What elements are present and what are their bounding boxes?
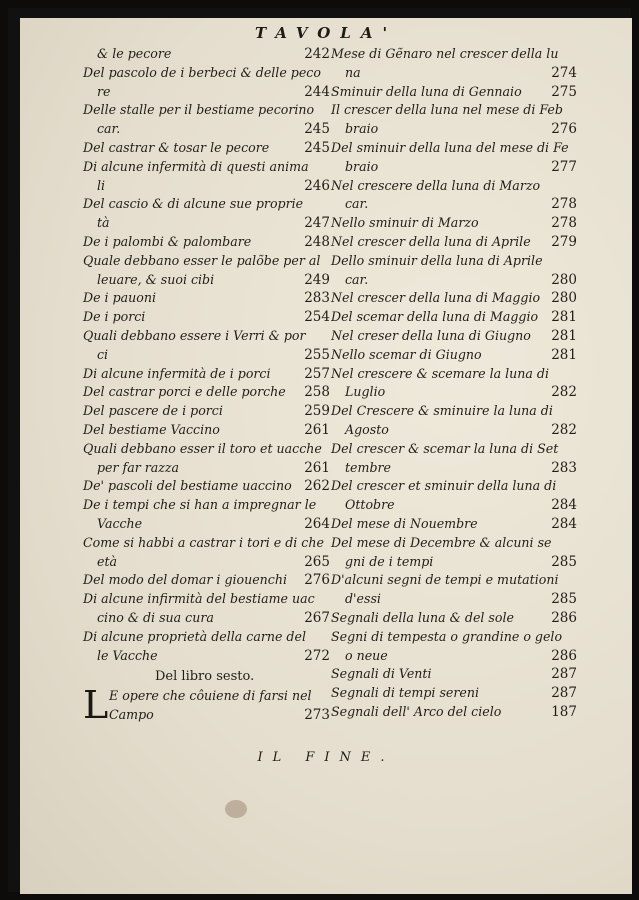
entry-title: d'essi <box>345 591 381 607</box>
entry-title: Di alcune infirmità del bestiame uac <box>83 591 315 607</box>
page-header: TAVOLA' <box>254 24 398 42</box>
page-number: 282 <box>551 384 577 401</box>
index-entry <box>83 383 330 402</box>
entry-title: leuare, & suoi cibi <box>97 271 215 287</box>
entry-title: Del bestiame Vaccino <box>83 421 220 437</box>
book-page <box>20 18 632 894</box>
index-entry <box>83 459 330 478</box>
entry-title: Di alcune infermità de i porci <box>83 365 271 381</box>
entry-title: Nel crescere & scemare la luna di <box>331 365 549 381</box>
page-number: 277 <box>551 158 577 175</box>
entry-title: Nel crescer della luna di Maggio <box>331 290 541 306</box>
page-number: 258 <box>304 384 330 401</box>
page-number: 254 <box>304 309 330 326</box>
entry-title: car. <box>97 121 121 137</box>
page-number: 255 <box>304 346 330 363</box>
entry-title: na <box>345 64 361 80</box>
page-number: 245 <box>304 121 330 138</box>
entry-title: Segni di tempesta o grandine o gelo <box>331 628 563 644</box>
index-entry <box>83 233 330 252</box>
page-number: 278 <box>551 215 577 232</box>
entry-title: Mese di Gẽnaro nel crescer della lu <box>331 46 559 61</box>
page-number: 286 <box>551 609 577 626</box>
index-entry <box>331 139 577 158</box>
entry-title: De i pauoni <box>83 290 156 306</box>
index-entry <box>331 590 577 609</box>
index-entry <box>83 440 330 459</box>
entry-title: De i palombi & palombare <box>83 233 252 249</box>
entry-title: Del pascere de i porci <box>83 403 223 419</box>
entry-title: Del crescer et sminuir della luna di <box>331 478 557 494</box>
page-number: 249 <box>304 271 330 288</box>
page-number: 261 <box>304 459 330 476</box>
page-number: 248 <box>304 233 330 250</box>
entry-title: Ottobre <box>345 497 395 513</box>
index-entry <box>331 684 577 703</box>
page-number: 280 <box>551 290 577 307</box>
page-number: 276 <box>551 121 577 138</box>
page-number: 276 <box>304 572 330 589</box>
index-entry <box>83 83 330 102</box>
index-entry <box>83 64 330 83</box>
entry-title: Del pascolo de i berbeci & delle peco <box>83 64 321 80</box>
entry-title: Del mese di Decembre & alcuni se <box>331 534 552 550</box>
entry-title: o neue <box>345 647 388 663</box>
page-number: 272 <box>304 647 330 664</box>
index-entry <box>331 647 577 666</box>
index-entry <box>331 365 577 384</box>
index-entry <box>331 271 577 290</box>
index-entry <box>83 571 330 590</box>
index-entry <box>331 346 577 365</box>
page-number: 280 <box>551 271 577 288</box>
page-number: 261 <box>304 421 330 438</box>
index-entry <box>331 609 577 628</box>
page-number: 287 <box>551 666 577 683</box>
entry-title: Segnali della luna & del sole <box>331 609 514 625</box>
index-entry <box>331 628 577 647</box>
index-entry <box>331 440 577 459</box>
index-entry <box>83 289 330 308</box>
page-number: 267 <box>304 609 330 626</box>
entry-title: per far razza <box>97 459 180 475</box>
dropcap-entry <box>83 683 330 728</box>
index-entry <box>83 308 330 327</box>
entry-title: Del cascio & di alcune sue proprie <box>83 196 304 212</box>
index-entry <box>83 214 330 233</box>
index-entry <box>83 609 330 628</box>
index-entry <box>331 252 577 271</box>
page-number: 275 <box>551 83 577 100</box>
index-entry <box>83 534 330 553</box>
entry-title: Campo <box>109 707 154 723</box>
index-entry <box>83 101 330 120</box>
entry-title: Come si habbi a castrar i tori e di che <box>83 534 324 550</box>
entry-title: età <box>97 553 118 569</box>
book-six-heading: Del libro sesto. <box>155 669 255 685</box>
index-entry <box>331 553 577 572</box>
entry-title: Sminuir della luna di Gennaio <box>331 83 522 99</box>
entry-title-continuation <box>109 706 330 725</box>
entry-title: Delle stalle per il bestiame pecorino <box>83 102 315 118</box>
index-entry <box>83 365 330 384</box>
entry-title: De' pascoli del bestiame uaccino <box>83 478 292 494</box>
index-entry <box>331 214 577 233</box>
entry-title: braio <box>345 121 379 137</box>
entry-title: Nello sminuir di Marzo <box>331 215 479 231</box>
index-entry <box>331 665 577 684</box>
page-number: 259 <box>304 403 330 420</box>
page-number: 278 <box>551 196 577 213</box>
entry-title: braio <box>345 158 379 174</box>
entry-title: li <box>97 177 106 193</box>
page-number: 282 <box>551 421 577 438</box>
index-entry <box>83 139 330 158</box>
page-number: 257 <box>304 365 330 382</box>
entry-title: car. <box>345 271 369 287</box>
entry-title: Nel creser della luna di Giugno <box>331 327 531 343</box>
page-number: 262 <box>304 478 330 495</box>
page-number: 242 <box>304 46 330 62</box>
entry-title: Dello sminuir della luna di Aprile <box>331 252 543 268</box>
page-number: 245 <box>304 139 330 156</box>
entry-title: E opere che côuiene di farsi nel <box>109 688 312 704</box>
page-number: 285 <box>551 591 577 608</box>
page-number: 285 <box>551 553 577 570</box>
page-number: 273 <box>304 707 330 724</box>
page-number: 287 <box>551 685 577 702</box>
index-entry <box>83 346 330 365</box>
paper-stain <box>225 800 247 818</box>
index-entry <box>331 64 577 83</box>
page-number: 281 <box>551 346 577 363</box>
entry-title: Del mese di Nouembre <box>331 515 478 531</box>
entry-title: Il crescer della luna nel mese di Feb <box>331 102 563 118</box>
page-number: 281 <box>551 309 577 326</box>
index-entry <box>83 590 330 609</box>
entry-title: De i porci <box>83 309 146 325</box>
entry-title: Del Crescere & sminuire la luna di <box>331 403 553 419</box>
entry-title: Del modo del domar i giouenchi <box>83 572 287 588</box>
index-entry <box>83 553 330 572</box>
entry-title: Vacche <box>97 515 143 531</box>
page-number: 279 <box>551 233 577 250</box>
index-entry <box>331 477 577 496</box>
index-entry <box>83 647 330 666</box>
left-column <box>83 45 330 727</box>
index-entry <box>331 534 577 553</box>
index-entry <box>331 101 577 120</box>
index-entry <box>331 83 577 102</box>
index-entry <box>331 571 577 590</box>
index-entry <box>83 271 330 290</box>
page-number: 281 <box>551 327 577 344</box>
index-entry <box>83 515 330 534</box>
page-number: 274 <box>551 64 577 81</box>
index-entry <box>83 177 330 196</box>
page-number: 187 <box>551 703 577 720</box>
entry-title: & le pecore <box>97 46 172 61</box>
entry-title: tà <box>97 215 110 231</box>
colophon-il-fine: IL FINE. <box>257 750 395 765</box>
page-number: 284 <box>551 515 577 532</box>
page-number: 247 <box>304 215 330 232</box>
entry-title: gni de i tempi <box>345 553 434 569</box>
index-entry <box>331 308 577 327</box>
index-entry <box>331 703 577 722</box>
right-column <box>331 45 577 722</box>
entry-title: cino & di sua cura <box>97 609 214 625</box>
entry-title: Nello scemar di Giugno <box>331 346 482 362</box>
entry-title: ci <box>97 346 109 362</box>
page-number: 283 <box>304 290 330 307</box>
index-entry <box>331 233 577 252</box>
page-number: 286 <box>551 647 577 664</box>
entry-title: Segnali di Venti <box>331 666 432 682</box>
entry-title: De i tempi che si han a impregnar le <box>83 497 317 513</box>
index-entry <box>331 496 577 515</box>
page-number: 264 <box>304 515 330 532</box>
entry-title: re <box>97 83 111 99</box>
index-entry <box>83 45 330 64</box>
page-number: 284 <box>551 497 577 514</box>
entry-title: Del castrar & tosar le pecore <box>83 139 270 155</box>
index-entry <box>331 402 577 421</box>
page-number: 265 <box>304 553 330 570</box>
entry-title: Luglio <box>345 384 386 400</box>
index-entry <box>83 195 330 214</box>
entry-title: Quali debbano esser il toro et uacche <box>83 440 322 456</box>
entry-title: Di alcune proprietà della carne del <box>83 628 306 644</box>
index-entry <box>331 383 577 402</box>
entry-title: le Vacche <box>97 647 158 663</box>
entry-title: Di alcune infermità di questi anima <box>83 158 309 174</box>
entry-title: tembre <box>345 459 391 475</box>
entry-title: D'alcuni segni de tempi e mutationi <box>331 572 559 588</box>
dropcap-letter: L <box>83 683 109 728</box>
index-entry <box>83 158 330 177</box>
scan-frame <box>8 8 631 892</box>
index-entry <box>83 477 330 496</box>
page-number: 244 <box>304 83 330 100</box>
entry-title: Nel crescere della luna di Marzo <box>331 177 541 193</box>
index-entry <box>331 158 577 177</box>
entry-title: Agosto <box>345 421 389 437</box>
entry-title: Del castrar porci e delle porche <box>83 384 286 400</box>
page-number: 246 <box>304 177 330 194</box>
index-entry <box>83 628 330 647</box>
index-entry <box>83 252 330 271</box>
index-entry <box>331 459 577 478</box>
index-entry <box>331 120 577 139</box>
index-entry <box>83 421 330 440</box>
page-number: 283 <box>551 459 577 476</box>
entry-title: Quale debbano esser le palõbe per al <box>83 252 321 268</box>
index-entry <box>331 289 577 308</box>
index-entry <box>83 327 330 346</box>
entry-title: Del sminuir della luna del mese di Fe <box>331 139 569 155</box>
entry-title: Del scemar della luna di Maggio <box>331 309 539 325</box>
index-entry <box>331 195 577 214</box>
index-entry <box>83 402 330 421</box>
entry-title: Quali debbano essere i Verri & por <box>83 327 306 343</box>
index-entry <box>331 177 577 196</box>
entry-title: Segnali dell' Arco del cielo <box>331 703 502 719</box>
index-entry <box>331 515 577 534</box>
entry-title: car. <box>345 196 369 212</box>
entry-title: Segnali di tempi sereni <box>331 685 479 701</box>
index-entry <box>331 327 577 346</box>
entry-title: Del crescer & scemar la luna di Set <box>331 440 559 456</box>
index-entry <box>83 120 330 139</box>
entry-title: Nel crescer della luna di Aprile <box>331 233 531 249</box>
index-entry <box>331 421 577 440</box>
index-entry <box>331 45 577 64</box>
index-entry <box>83 496 330 515</box>
